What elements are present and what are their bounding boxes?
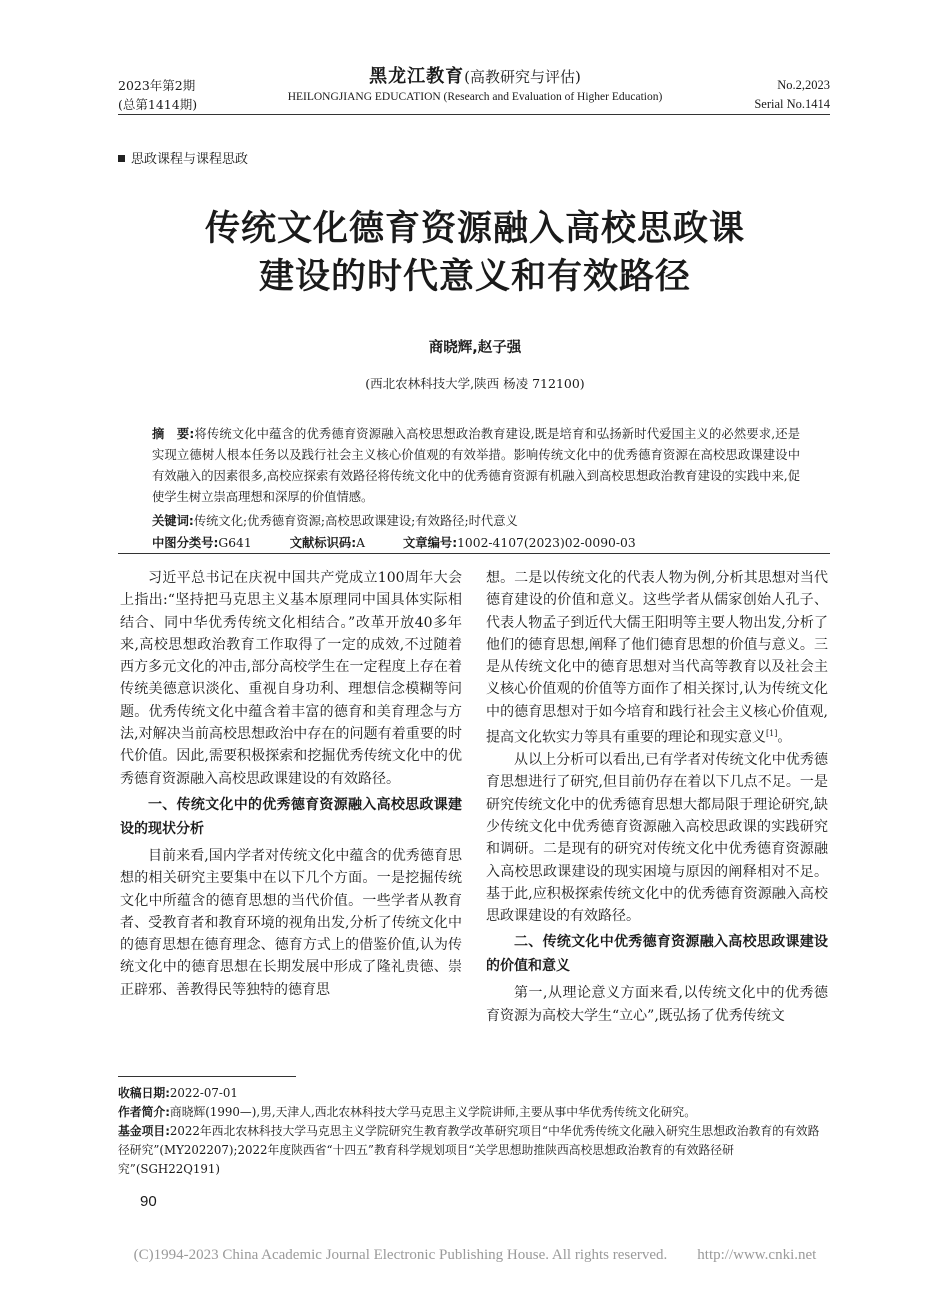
keywords xyxy=(152,511,800,529)
section-heading-2: 二、传统文化中优秀德育资源融入高校思政课建设的价值和意义 xyxy=(486,934,828,975)
fund-label: 基金项目: xyxy=(118,1124,170,1138)
fund-text: 2022年西北农林科技大学马克思主义学院研究生教育教学改革研究项目“中华优秀传统文化融入研究生思想政治教育的有效路径研究”(MY202207);2022年度陕西省“十四五”教育科学规划项目“关学思想助推陕西高校思想政治教育的有效路径研究”(SGH22Q191) xyxy=(118,1124,820,1176)
affiliation: (西北农林科技大学,陕西 杨凌 712100) xyxy=(365,376,585,391)
page-number: 90 xyxy=(140,1193,157,1210)
paragraph-continued xyxy=(486,567,828,749)
footnotes xyxy=(118,1084,830,1179)
issue-number xyxy=(754,76,830,114)
received-label: 收稿日期: xyxy=(118,1086,170,1100)
abstract xyxy=(152,424,800,508)
issue-info xyxy=(118,76,197,114)
doc-code-value: A xyxy=(356,536,365,550)
doc-code-label: 文献标识码: xyxy=(289,536,357,550)
classification-line xyxy=(152,533,832,551)
keywords-label: 关键词: xyxy=(152,514,194,528)
citation-ref: [1] xyxy=(766,729,778,739)
copyright-notice: (C)1994-2023 China Academic Journal Electronic Publishing House. All rights reserved. http://www.cnki.net xyxy=(133,1247,817,1263)
header-rule xyxy=(118,114,830,115)
paragraph: 习近平总书记在庆祝中国共产党成立100周年大会上指出:“坚持把马克思主义基本原理同中国具体实际相结合、同中华优秀传统文化相结合。”改革开放40多年来,高校思想政治教育工作取得了一定的成效,不过随着西方多元文化的冲击,部分高校学生在一定程度上存在着传统美德意识淡化、重视自身功利、理想信念模糊等问题。优秀传统文化中蕴含着丰富的德育和美育理念与方法,对解决当前高校思想政治中存在的问题有着重要的时代价值。因此,需要积极探索和挖掘优秀传统文化中的优秀德育资源融入高校思政课建设的有效路径。 xyxy=(120,570,462,787)
serial-no: Serial No.1414 xyxy=(754,97,830,111)
article-title xyxy=(118,205,832,301)
square-bullet-icon xyxy=(118,155,125,162)
author-bio-label: 作者简介: xyxy=(118,1105,170,1119)
received-date xyxy=(118,1084,830,1103)
year-issue: 2023年第2期 xyxy=(118,78,196,93)
article-no-value: 1002-4107(2023)02-0090-03 xyxy=(457,536,636,550)
journal-name: 黑龙江教育 xyxy=(369,66,465,87)
fund-info xyxy=(118,1122,830,1179)
footnote-rule xyxy=(118,1076,296,1077)
abstract-rule xyxy=(118,553,830,554)
paragraph-end: 。 xyxy=(777,729,792,746)
journal-name-en: HEILONGJIANG EDUCATION (Research and Evaluation of Higher Education) xyxy=(287,91,663,103)
author-bio xyxy=(118,1103,830,1122)
keywords-text: 传统文化;优秀德育资源;高校思政课建设;有效路径;时代意义 xyxy=(193,514,518,528)
paragraph: 第一,从理论意义方面来看,以传统文化中的优秀德育资源为高校大学生“立心”,既弘扬了优秀传统文 xyxy=(486,985,828,1024)
paragraph: 目前来看,国内学者对传统文化中蕴含的优秀德育思想的相关研究主要集中在以下几个方面。一是挖掘传统文化中所蕴含的德育思想的当代价值。一些学者从教育者、受教育者和教育环境的视角出发,分析了传统文化中的德育思想在德育理念、德育方式上的借鉴价值,认为传统文化中的德育思想在长期发展中形成了隆礼贵德、崇正辟邪、善教得民等独特的德育思 xyxy=(120,847,462,998)
journal-masthead xyxy=(270,62,680,103)
authors: 商晓辉,赵子强 xyxy=(428,340,522,356)
section-heading-1: 一、传统文化中的优秀德育资源融入高校思政课建设的现状分析 xyxy=(120,796,462,837)
clc-value: G641 xyxy=(218,536,252,550)
total-issue: (总第1414期) xyxy=(118,97,198,112)
title-line-1: 传统文化德育资源融入高校思政课 xyxy=(204,209,745,249)
issue-no: No.2,2023 xyxy=(777,78,830,92)
paragraph-text: 想。二是以传统文化的代表人物为例,分析其思想对当代德育建设的价值和意义。这些学者从儒家创始人孔子、代表人物孟子到近代大儒王阳明等主要人物出发,分析了他们的德育思想,阐释了他们德育思想的价值与意义。三是从传统文化中的德育思想对当代高等教育以及社会主义核心价值观的价值等方面作了相关探讨,认为传统文化中的德育思想对于如今培育和践行社会主义核心价值观,提高文化软实力等具有重要的理论和现实意义 xyxy=(486,570,828,746)
body-column-right xyxy=(486,567,828,1027)
body-column-left xyxy=(120,567,462,1001)
title-line-2: 建设的时代意义和有效路径 xyxy=(258,257,691,297)
section-tag xyxy=(118,148,248,167)
abstract-label: 摘 要: xyxy=(152,427,195,441)
article-no-label: 文章编号: xyxy=(403,536,458,550)
journal-name-cn xyxy=(270,62,680,88)
journal-subtitle: (高教研究与评估) xyxy=(464,68,581,86)
clc-label: 中图分类号: xyxy=(152,536,219,550)
section-tag-text: 思政课程与课程思政 xyxy=(131,152,249,167)
author-bio-text: 商晓辉(1990—),男,天津人,西北农林科技大学马克思主义学院讲师,主要从事中华优秀传统文化研究。 xyxy=(169,1105,697,1119)
abstract-text: 将传统文化中蕴含的优秀德育资源融入高校思想政治教育建设,既是培育和弘扬新时代爱国主义的必然要求,还是实现立德树人根本任务以及践行社会主义核心价值观的有效举措。影响传统文化中的优秀德育资源在高校思政课建设中有效融入的因素很多,高校应探索有效路径将传统文化中的优秀德育资源有机融入到高校思想政治教育建设的实践中来,促使学生树立崇高理想和深厚的价值情感。 xyxy=(152,427,801,504)
paragraph: 从以上分析可以看出,已有学者对传统文化中优秀德育思想进行了研究,但目前仍存在着以下几点不足。一是研究传统文化中的优秀德育思想大都局限于理论研究,缺少传统文化中优秀德育资源融入高校思政课的实践研究和调研。二是现有的研究对传统文化中优秀德育资源融入高校思政课建设的现实困境与原因的阐释相对不足。基于此,应积极探索传统文化中的优秀德育资源融入高校思政课建设的有效路径。 xyxy=(486,752,828,925)
received-value: 2022-07-01 xyxy=(169,1086,238,1100)
